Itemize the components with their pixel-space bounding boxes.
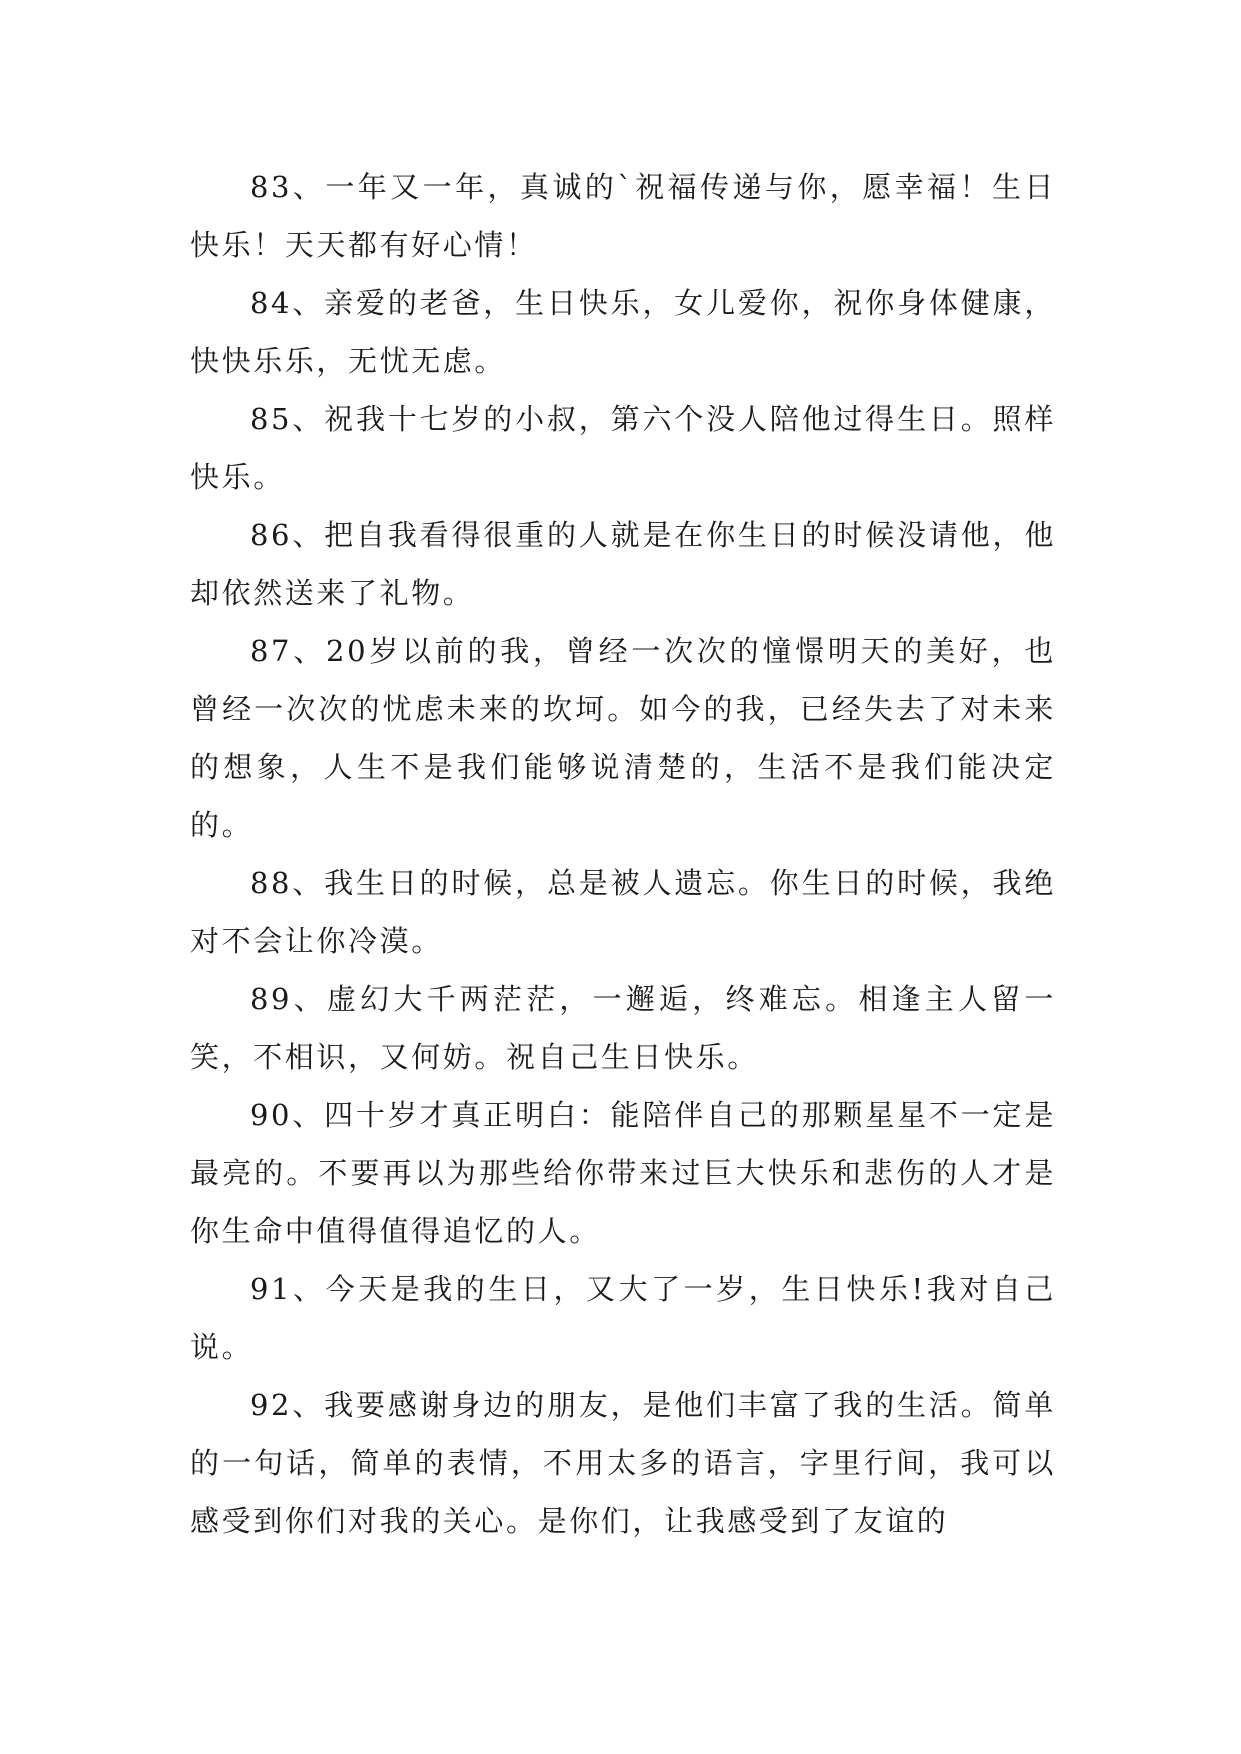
paragraph-85: 85、祝我十七岁的小叔，第六个没人陪他过得生日。照样快乐。 [190, 402, 1056, 494]
paragraph-84: 84、亲爱的老爸，生日快乐，女儿爱你，祝你身体健康，快快乐乐，无忧无虑。 [190, 286, 1056, 378]
paragraph-90: 90、四十岁才真正明白：能陪伴自己的那颗星星不一定是最亮的。不要再以为那些给你带来过巨大快乐和悲伤的人才是你生命中值得值得追忆的人。 [190, 1098, 1056, 1248]
paragraph-91: 91、今天是我的生日，又大了一岁，生日快乐!我对自己说。 [190, 1272, 1056, 1364]
paragraph-88: 88、我生日的时候，总是被人遗忘。你生日的时候，我绝对不会让你冷漠。 [190, 866, 1056, 958]
paragraph-87: 87、20岁以前的我，曾经一次次的憧憬明天的美好，也曾经一次次的忧虑未来的坎坷。如今的我，已经失去了对未来的想象，人生不是我们能够说清楚的，生活不是我们能决定的。 [190, 634, 1056, 842]
paragraph-92: 92、我要感谢身边的朋友，是他们丰富了我的生活。简单的一句话，简单的表情，不用太多的语言，字里行间，我可以感受到你们对我的关心。是你们，让我感受到了友谊的 [190, 1388, 1056, 1538]
paragraph-89: 89、虚幻大千两茫茫，一邂逅，终难忘。相逢主人留一笑，不相识，又何妨。祝自己生日快乐。 [190, 982, 1056, 1074]
document-body [190, 158, 1056, 1550]
paragraph-86: 86、把自我看得很重的人就是在你生日的时候没请他，他却依然送来了礼物。 [190, 518, 1056, 610]
paragraph-83: 83、一年又一年，真诚的`祝福传递与你，愿幸福！生日快乐！天天都有好心情！ [190, 170, 1056, 262]
